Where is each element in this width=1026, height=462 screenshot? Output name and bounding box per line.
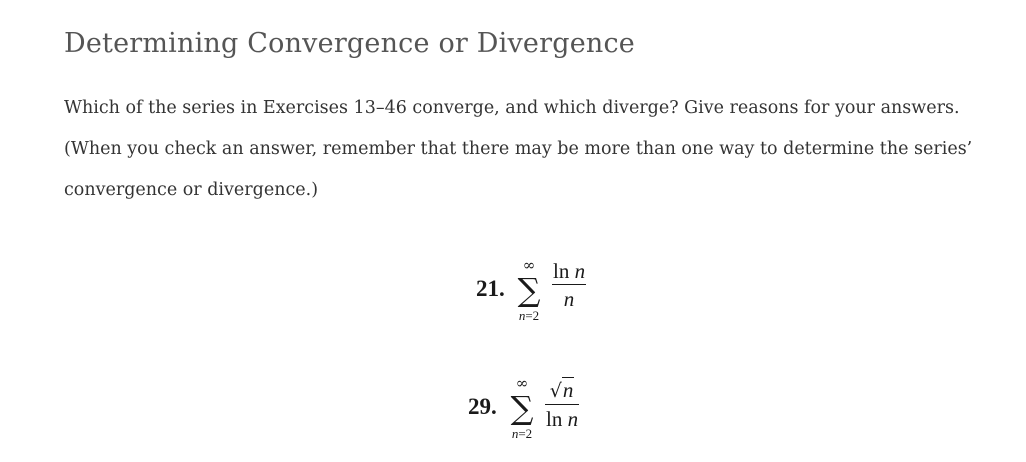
summation xyxy=(505,376,539,446)
exercise-number: 21. xyxy=(476,276,505,301)
instructions-text: Which of the series in Exercises 13–46 converge, and which diverge? Give reasons for your answers. (When you check an answer, remember that there may be more than one way to determine the series’ convergence or divergence.) xyxy=(64,98,973,200)
fraction-bar xyxy=(545,404,579,405)
section-title: Determining Convergence or Divergence xyxy=(64,28,635,59)
lower-limit: n=2 xyxy=(511,426,533,441)
exercise-number: 29. xyxy=(468,394,497,419)
numerator xyxy=(545,378,579,403)
numerator: ln n xyxy=(553,259,586,283)
sqrt-symbol: √ xyxy=(549,380,562,402)
sigma-symbol: ∑ xyxy=(510,389,534,427)
denominator: n xyxy=(563,287,575,312)
denominator: ln n xyxy=(546,407,579,432)
upper-limit: ∞ xyxy=(515,374,529,392)
summation xyxy=(512,258,546,328)
fraction xyxy=(545,378,579,431)
sqrt-argument: n xyxy=(562,378,574,402)
sigma-symbol: ∑ xyxy=(517,271,541,309)
lower-limit: n=2 xyxy=(518,308,540,323)
square-root xyxy=(550,378,575,403)
fraction xyxy=(552,259,586,311)
fraction-bar xyxy=(552,284,586,285)
upper-limit: ∞ xyxy=(522,256,536,274)
